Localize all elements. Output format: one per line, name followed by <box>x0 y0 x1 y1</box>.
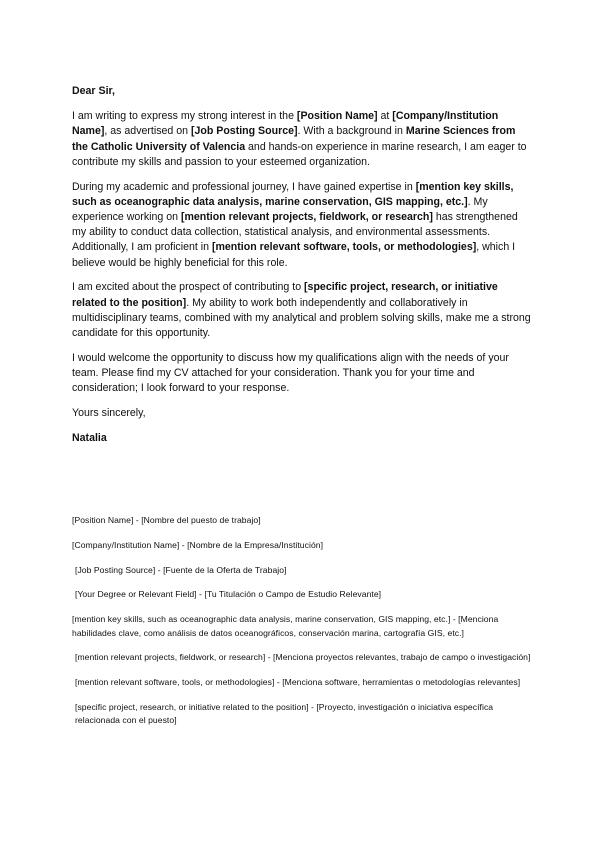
glossary-item: [mention key skills, such as oceanographic data analysis, marine conservation, GIS mapping, etc.] - [Menciona habilidades clave, como análisis de datos oceanográficos, conservación marina, cartografía GIS, etc.] <box>72 614 499 638</box>
text-run: I am excited about the prospect of contributing to <box>72 281 305 294</box>
placeholder-field: [mention key skills, such as oceanographic data analysis, marine conservation, GIS mapping, etc.] <box>72 180 514 208</box>
paragraph-intro <box>72 109 532 170</box>
cover-letter <box>72 84 532 456</box>
paragraph-expertise <box>72 180 532 271</box>
closing-salutation: Yours sincerely, <box>72 407 146 420</box>
placeholder-field: [Position Name] <box>296 110 378 123</box>
signature-name: Natalia <box>72 431 107 444</box>
text-run: . With a background in <box>297 125 406 138</box>
placeholder-field: [specific project, research, or initiative related to the position] <box>72 281 498 309</box>
text-run: . My experience working on <box>72 195 488 224</box>
paragraph-contribution <box>72 280 532 341</box>
text-run: . My ability to work both independently and collaboratively in multidisciplinary teams, combined with my analytical and problem solving skills, make me a strong candidate for this opportunity. <box>72 296 531 340</box>
placeholder-glossary <box>72 514 532 739</box>
glossary-item: [specific project, research, or initiative related to the position] - [Proyecto, investigación o iniciativa específica relacionada con el puesto] <box>75 701 494 726</box>
glossary-item: [Position Name] - [Nombre del puesto de trabajo] <box>72 515 261 525</box>
placeholder-field: [Job Posting Source] <box>190 125 298 138</box>
placeholder-field: [mention relevant projects, fieldwork, or research] <box>180 211 433 224</box>
text-run: I am writing to express my strong interest in the <box>72 110 297 123</box>
text-run: , which I believe would be highly beneficial for this role. <box>72 241 516 269</box>
placeholder-field: [mention relevant software, tools, or methodologies] <box>211 241 477 254</box>
placeholder-field: [Company/Institution Name] <box>72 110 499 138</box>
text-run: at <box>377 110 393 123</box>
placeholder-field: Marine Sciences from the Catholic University of Valencia <box>72 125 516 153</box>
greeting: Dear Sir, <box>72 85 115 97</box>
glossary-item: [Job Posting Source] - [Fuente de la Oferta de Trabajo] <box>75 564 287 575</box>
paragraph-closing: I would welcome the opportunity to discuss how my qualifications align with the needs of your team. Please find my CV attached for your consideration. Thank you for your time and consideration; I look forward to your response. <box>72 351 509 395</box>
text-run: has strengthened my ability to conduct data collection, statistical analysis, and environmental assessments. Additionally, I am proficient in <box>72 211 518 254</box>
text-run: During my academic and professional journey, I have gained expertise in <box>72 180 416 193</box>
text-run: , as advertised on <box>104 125 191 138</box>
glossary-item: [Company/Institution Name] - [Nombre de la Empresa/Institución] <box>72 539 324 550</box>
text-run: and hands-on experience in marine research, I am eager to contribute my skills and passion to your esteemed organization. <box>72 140 527 168</box>
glossary-item: [Your Degree or Relevant Field] - [Tu Titulación o Campo de Estudio Relevante] <box>75 589 382 600</box>
glossary-item: [mention relevant software, tools, or methodologies] - [Menciona software, herramientas o metodologías relevantes] <box>75 677 521 688</box>
glossary-item: [mention relevant projects, fieldwork, or research] - [Menciona proyectos relevantes, trabajo de campo o investigación] <box>75 652 531 663</box>
